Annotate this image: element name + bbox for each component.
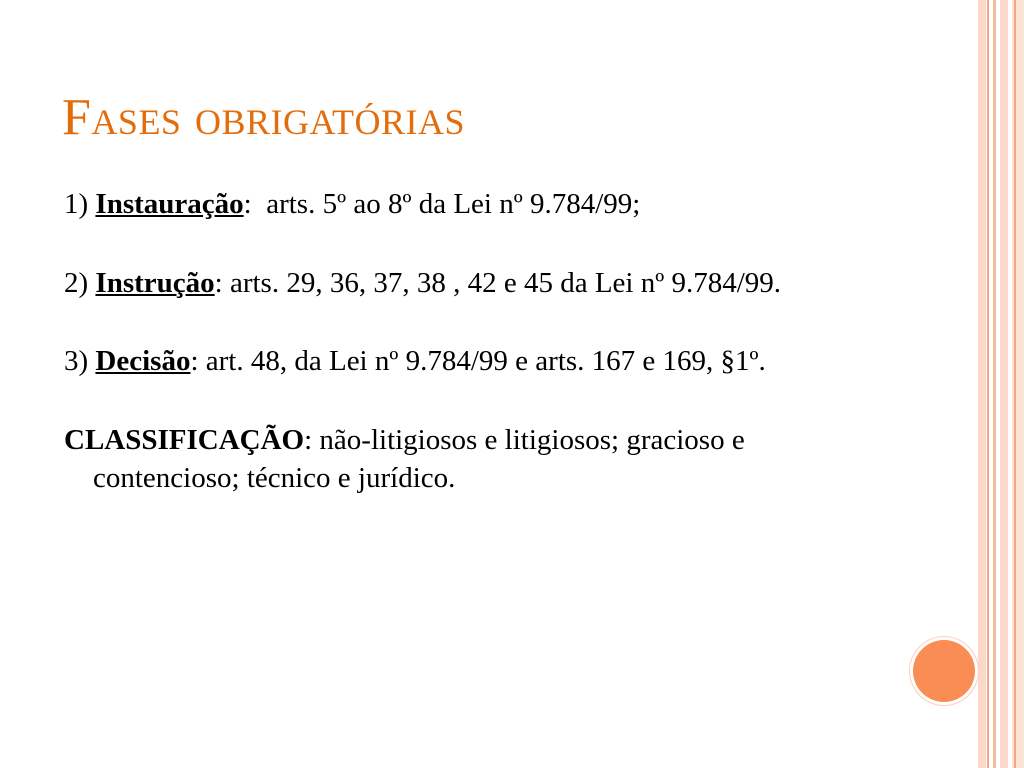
decorative-circle [913, 640, 975, 702]
decorative-stripe [1000, 0, 1008, 768]
item-term: Instauração [95, 188, 244, 220]
classification-separator: : [304, 424, 313, 457]
item-separator: : [243, 188, 252, 220]
list-item-decisao [64, 343, 894, 381]
classification-text: não-litigiosos e litigiosos; gracioso e contencioso; técnico e jurídico. [93, 424, 745, 494]
item-number: 3) [64, 345, 89, 378]
item-number: 2) [64, 266, 89, 299]
decorative-stripe [987, 0, 989, 768]
list-item-instauracao [64, 186, 894, 224]
slide-title: Fases obrigatórias [62, 89, 465, 146]
classification-paragraph [64, 422, 894, 497]
item-text: art. 48, da Lei nº 9.784/99 e arts. 167 e 169, §1º. [198, 345, 766, 378]
item-text: arts. 5º ao 8º da Lei nº 9.784/99; [251, 188, 641, 220]
item-text: arts. 29, 36, 37, 38 , 42 e 45 da Lei nº 9.784/99. [222, 266, 782, 299]
classification-label: CLASSIFICAÇÃO [64, 424, 305, 457]
item-term: Instrução [95, 266, 215, 299]
list-item-instrucao [64, 265, 894, 303]
item-term: Decisão [95, 345, 191, 378]
decorative-stripe [993, 0, 996, 768]
item-number: 1) [64, 188, 89, 220]
item-separator: : [190, 345, 199, 378]
decorative-stripe [1014, 0, 1016, 768]
slide-body [64, 186, 894, 538]
decorative-stripe [978, 0, 986, 768]
item-separator: : [214, 266, 223, 299]
